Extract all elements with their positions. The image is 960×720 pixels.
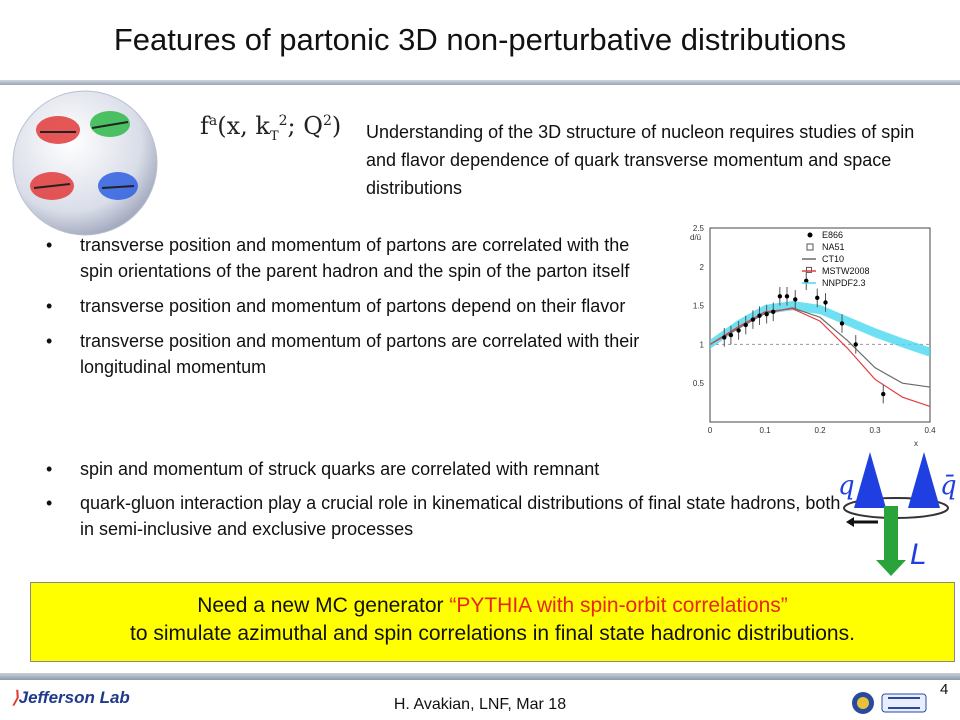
data-point-e866 <box>840 321 844 325</box>
data-point-e866 <box>736 328 740 332</box>
qbar-label: q̄ <box>940 471 957 501</box>
data-point-e866 <box>729 333 733 337</box>
data-point-e866 <box>881 392 885 396</box>
jefferson-lab-logo: ⟩Jefferson Lab <box>12 688 130 707</box>
bullet-list-bottom <box>46 456 846 550</box>
page-number: 4 <box>940 681 949 698</box>
x-tick-label: 0.1 <box>759 426 771 435</box>
orbital-arrow <box>884 506 898 564</box>
intro-text: Understanding of the 3D structure of nucleon requires studies of spin and flavor dependence of quark transverse momentum and space distributions <box>366 122 915 198</box>
legend-marker <box>808 233 813 238</box>
legend-label: NNPDF2.3 <box>822 278 866 288</box>
bullet-item: • transverse position and momentum of partons depend on their flavor <box>46 293 666 319</box>
data-point-e866 <box>751 317 755 321</box>
slide-title: Features of partonic 3D non-perturbative distributions <box>113 22 847 57</box>
data-point-e866 <box>854 342 858 346</box>
series-band-nnpdf <box>710 301 930 357</box>
x-tick-label: 0 <box>707 426 713 435</box>
x-axis-label: x <box>914 439 918 448</box>
y-tick-label: 0.5 <box>692 379 704 389</box>
data-point-e866 <box>778 294 782 298</box>
quark-arrow <box>854 452 886 508</box>
data-point-e866 <box>793 297 797 301</box>
nucleon-image <box>10 88 160 238</box>
title-divider <box>0 80 960 85</box>
y-tick-label: 1 <box>699 340 704 350</box>
data-point-e866 <box>757 313 761 317</box>
q-label: q <box>838 471 855 501</box>
footer-author: H. Avakian, LNF, Mar 18 <box>393 696 567 713</box>
dubar-chart <box>672 214 952 454</box>
y-tick-label: 2.5 <box>692 224 704 233</box>
callout-line2: to simulate azimuthal and spin correlations in final state hadronic distributions. <box>130 622 855 645</box>
legend-label: MSTW2008 <box>822 266 870 276</box>
bullet-item: • quark-gluon interaction play a crucial role in kinematical distributions of final state hadrons, both in semi-inclusive and exclusive processes <box>46 490 846 542</box>
callout-box <box>30 582 955 662</box>
x-tick-label: 0.4 <box>924 426 936 435</box>
data-point-e866 <box>815 296 819 300</box>
data-point-e866 <box>785 294 789 298</box>
legend-marker <box>807 244 813 250</box>
footer-divider <box>0 673 960 680</box>
x-tick-label: 0.3 <box>869 426 881 435</box>
y-tick-label: 1.5 <box>692 301 704 311</box>
legend-label: NA51 <box>822 242 845 252</box>
data-point-e866 <box>823 300 827 304</box>
bullet-item: • transverse position and momentum of partons are correlated with their longitudinal momentum <box>46 328 666 380</box>
bullet-list-top <box>46 232 666 389</box>
tmd-formula: $f^a(x$, $k_T^2$; $Q^2$) <box>200 112 342 144</box>
y-axis-label: d/ū <box>690 233 702 242</box>
data-point-e866 <box>764 312 768 316</box>
data-point-e866 <box>722 335 726 339</box>
y-tick-label: 2 <box>699 262 704 272</box>
legend-label: E866 <box>822 230 844 240</box>
L-label: L <box>910 538 927 571</box>
sponsor-logos <box>850 690 930 716</box>
data-point-e866 <box>744 323 748 327</box>
spin-orbit-diagram <box>834 448 960 580</box>
x-tick-label: 0.2 <box>814 426 826 435</box>
legend-label: CT10 <box>822 254 845 264</box>
data-point-e866 <box>771 310 775 314</box>
antiquark-arrow <box>908 452 940 508</box>
bullet-item: • transverse position and momentum of partons are correlated with the spin orientations of the parent hadron and the spin of the parton itself <box>46 232 666 284</box>
bullet-item: • spin and momentum of struck quarks are correlated with remnant <box>46 456 846 482</box>
callout-line1: Need a new MC generator “PYTHIA with spin-orbit correlations” <box>197 594 788 617</box>
